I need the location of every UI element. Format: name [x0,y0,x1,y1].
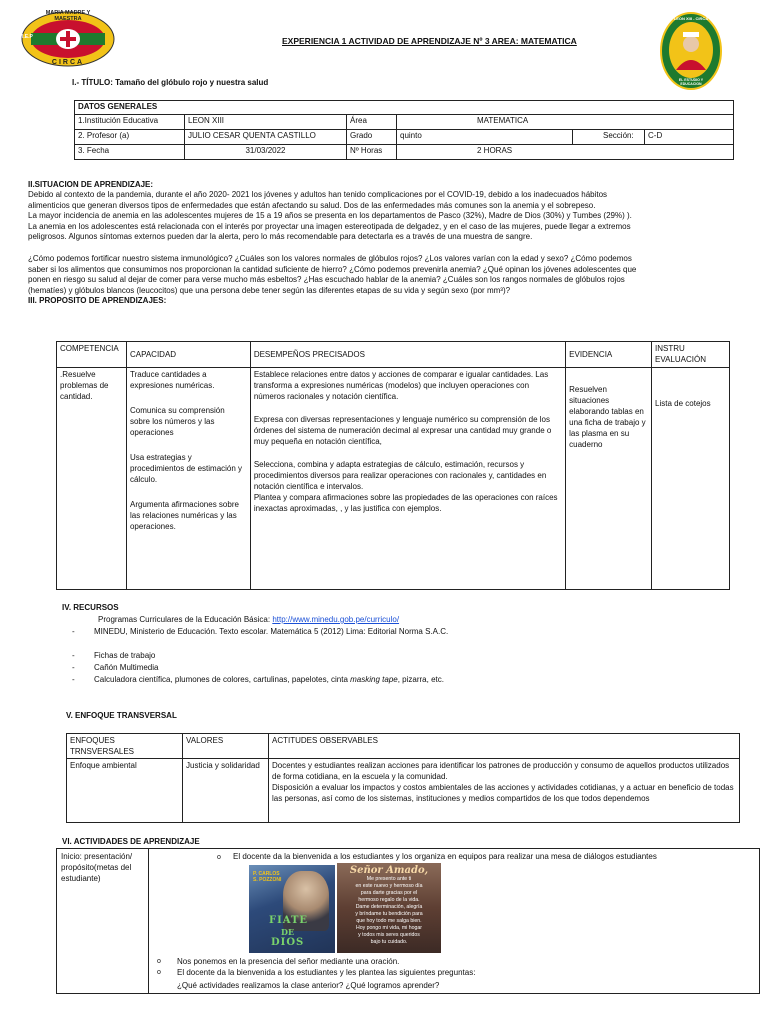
competencia-cell: .Resuelve problemas de cantidad. [57,368,127,590]
recurso-item: - Cañón Multimedia [62,662,742,674]
situacion-line: La mayor incidencia de anemia en las adolescentes mujeres de 15 a 19 años se presenta en los departamentos de Pasco (32%), Madre de Dios (30%) y Tumbes (29%) ). [28,211,632,221]
actitud-item: Disposición a evaluar los impactos y costos ambientales de las acciones y actividades cotidianas, y a actuar en beneficio de todas las personas, así como de los sistemas, instituciones y medios compartidos de los que todos dependemos [272,783,734,803]
bullet-text: El docente da la bienvenida a los estudiantes y los organiza en equipos para realizar una mesa de diálogos estudiantes [233,852,657,861]
col-desempenos: DESEMPEÑOS PRECISADOS [250,342,565,368]
seccion-label: Sección: [573,130,645,145]
institucion-label: 1.Institución Educativa [75,115,185,130]
recurso-item [62,674,742,686]
desempeno-item: Selecciona, combina y adapta estrategias de cálculo, estimación, recursos y procedimientos diversos para realizar operaciones con racionales y, cantidades en notación científica e intervalos. [253,460,547,491]
situacion-heading: II.SITUACION DE APRENDIZAJE: [28,180,154,189]
image2-line: que hoy todo me salga bien. [356,918,422,924]
capacidad-item: Comunica su comprensión sobre los números y las operaciones [129,406,225,437]
enfoque-col1: ENFOQUES TRNSVERSALES [67,734,183,759]
institucion-value: LEON XIII [185,115,347,130]
enfoque-value: Enfoque ambiental [67,759,183,823]
enfoque-col3: ACTITUDES OBSERVABLES [269,734,740,759]
image1-title-2: DE [281,927,295,937]
situacion-line: Debido al contexto de la pandemia, durante el año 2020- 2021 los jóvenes y adultos han tenido complicaciones por el COVID-19, debido a los inadecuados hábitos [28,190,608,200]
desempeno-item: Establece relaciones entre datos y acciones de comparar e igualar cantidades. Las transforma a expresiones numéricas (modelos) que incluyen operaciones con números racionales y notación científica. [253,370,549,401]
area-label: Área [347,115,397,130]
image1-title-3: DIOS [271,937,305,948]
recurso-item: - Fichas de trabajo [62,650,742,662]
situacion-line: peligrosos. Algunos síntomas externos pueden dar la alerta, pero lo más recomendable para detectarla es a través de una muestra de sangre. [28,232,533,242]
image2-line: Dame determinación, alegría [355,904,423,910]
curriculo-link[interactable]: http://www.minedu.gob.pe/curriculo/ [272,615,400,624]
actitudes-cell [269,759,740,823]
logo-left [20,10,116,68]
page-title: EXPERIENCIA 1 ACTIVIDAD DE APRENDIZAJE Nº 3 AREA: MATEMATICA [282,36,577,46]
capacidad-item: Traduce cantidades a expresiones numéricas. [129,370,215,390]
col-instrumento: INSTRU EVALUACIÓN [652,342,730,368]
image2-line: bajo tu cuidado. [370,939,408,945]
area-value: MATEMATICA [397,115,734,130]
situacion-section [28,180,754,306]
image1-author: P. CARLOS S. POZZONI [253,871,282,883]
image2-line: y todos mis seres queridos [358,932,420,938]
image2-line: para darte gracias por el [360,890,418,896]
image2-heading: Señor Amado, [349,865,429,876]
seccion-value: C-D [645,130,734,145]
actividades-heading: VI. ACTIVIDADES DE APRENDIZAJE [62,837,200,846]
capacidad-item: Usa estrategias y procedimientos de estimación y cálculo. [129,453,243,484]
recursos-section [62,602,742,686]
instrumento-cell: Lista de cotejos [652,368,730,590]
calc-text: Calculadora científica, plumones de colores, cartulinas, papelotes, cinta [94,675,351,684]
valores-value: Justicia y solidaridad [183,759,269,823]
grado-label: Grado [347,130,397,145]
situacion-line: La anemia en los adolescentes está relacionada con el interés por proyectar una imagen estereotipada de delgadez, y en el caso de las mujeres, puede llegar a extremos [28,221,631,231]
grado-value: quinto [397,130,573,145]
actividades-table [56,848,760,994]
enfoque-heading: V. ENFOQUE TRANSVERSAL [66,711,177,720]
situacion-question: saber si los alimentos que consumimos nos proporcionan la cantidad suficiente de hierro? ¿Cómo podemos prevenirla anemia? ¿Qué opinan los jóvenes adolescentes que [28,264,637,274]
image1-title-1: FIATE [269,915,309,926]
horas-label: Nº Horas [347,145,397,160]
logo-left-bottom-text: CIRCA [51,59,85,66]
section-titulo: I.- TÍTULO: Tamaño del glóbulo rojo y nuestra salud [72,78,269,87]
profesor-value: JULIO CESAR QUENTA CASTILLO [185,130,347,145]
horas-value: 2 HORAS [397,145,734,160]
inicio-bullets [153,957,753,978]
col-evidencia: EVIDENCIA [566,342,652,368]
desempeno-item: Expresa con diversas representaciones y lenguaje numérico su comprensión de los órdenes del sistema de numeración decimal al expresar una cantidad muy grande o muy pequeña en notación científica, [253,415,552,446]
desempeno-item: Plantea y compara afirmaciones sobre las propiedades de las operaciones con raíces inexactas aproximadas, , y las justifica con ejemplos. [253,493,558,513]
capacidad-cell [126,368,250,590]
image-fiate-de-dios [249,865,335,953]
col-capacidad: CAPACIDAD [126,342,250,368]
capacidad-item: Argumenta afirmaciones sobre las relaciones numéricas y las operaciones. [129,500,239,531]
recurso-item: - MINEDU, Ministerio de Educación. Texto escolar. Matemática 5 (2012) Lima: Editorial Norma S.A.C. [62,626,742,638]
programas-text: Programas Curriculares de la Educación Básica: [98,615,273,624]
datos-generales-table [74,100,734,160]
fecha-label: 3. Fecha [75,145,185,160]
logo-right-top-text: LEON XIII - CIRCA [673,16,709,21]
fecha-value: 31/03/2022 [185,145,347,160]
image2-line: hermoso regalo de la vida. [358,897,420,903]
desempenos-cell [250,368,565,590]
situacion-question: (hematíes) y glóbulos blancos (leucocitos) que una persona debe tener según las diferentes etapas de su vida y según sexo (por mm³)? [28,285,511,295]
profesor-label: 2. Profesor (a) [75,130,185,145]
situacion-question: ¿Cómo podemos fortificar nuestro sistema inmunológico? ¿Cuáles son los valores normales de glóbulos rojos? ¿Los valores varían con la edad y sexo? ¿Cómo podemos [28,254,632,264]
bullet-item: o El docente da la bienvenida a los estudiantes y les plantea las siguientes preguntas: [153,968,753,979]
inicio-cell [57,849,149,993]
logo-right-bottom-text: EL ESTUDIO Y EDUCACION [678,78,704,86]
image2-line: Me presento ante ti [366,876,412,882]
proposito-heading: III. PROPOSITO DE APRENDIZAJES: [28,296,167,306]
col-competencia: COMPETENCIA [57,342,127,368]
recursos-programas [62,614,742,626]
situacion-line: alimenticios que generan diversos tipos de enfermedades que están afectando su salud. Dos de las enfermedades más comunes son la anemia y el sobrepeso. [28,200,596,210]
situacion-question: ponen en riesgo su salud al dejar de comer para verse mucho más esbeltos? ¿Has escuchado hablar de la anemia? ¿Cuáles son los rangos normales de glóbulos rojos [28,275,625,285]
image2-line: y bríndame tu bendición para [355,911,423,917]
enfoque-table [66,733,740,823]
inicio-questions: ¿Qué actividades realizamos la clase anterior? ¿Qué logramos aprender? [177,981,440,990]
calc-italic: masking tape [350,675,398,684]
inicio-label: Inicio: presentación/ propósito(metas del estudiante) [61,852,133,883]
inicio-bullet-top: o El docente da la bienvenida a los estudiantes y los organiza en equipos para realizar una mesa de diálogos estudiantes [217,852,657,861]
evidencia-cell: Resuelven situaciones elaborando tablas en una ficha de trabajo y las plasma en su cuaderno [566,368,652,590]
proposito-table [56,341,730,590]
logo-left-side-text: I.E.P [22,34,33,40]
logo-left-top-text: MARIA MADRE Y MAESTRA [45,10,91,22]
calc-end: , pizarra, etc. [397,675,444,684]
actitud-item: Docentes y estudiantes realizan acciones para identificar los patrones de producción y consumo de aquellos productos utilizados de forma cotidiana, en la escuela y la comunidad. [272,761,730,781]
bullet-item: o Nos ponemos en la presencia del señor mediante una oración. [153,957,753,968]
enfoque-col2: VALORES [183,734,269,759]
image2-line: en este nuevo y hermoso día [355,883,423,889]
image2-line: Hoy pongo mi vida, mi hogar [355,925,423,931]
logo-right [660,12,722,90]
datos-heading: DATOS GENERALES [75,101,734,115]
image-senor-amado [337,863,441,953]
recursos-heading: IV. RECURSOS [62,603,119,612]
